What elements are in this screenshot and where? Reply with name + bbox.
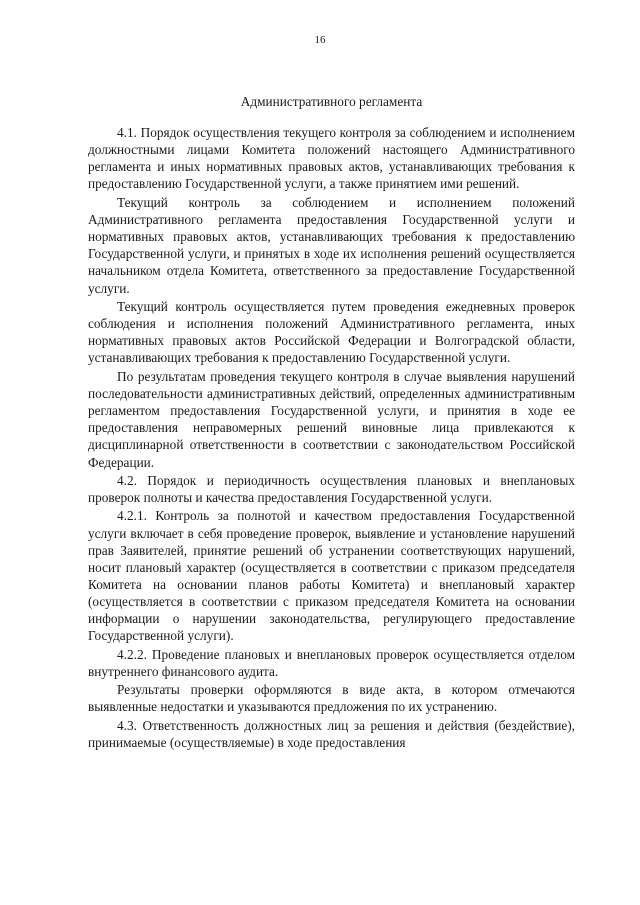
paragraph: 4.2.2. Проведение плановых и внеплановых проверок осуществляется отделом внутреннего финансового аудита.	[88, 646, 575, 679]
body-text	[88, 124, 575, 752]
page-number: 16	[314, 34, 326, 46]
paragraph: Текущий контроль за соблюдением и исполнением положений Административного регламента предоставления Государственной услуги и нормативных правовых актов, устанавливающих требования к предоставлению Государственной услуги, и принятых в ходе их исполнения решений осуществляется начальником отдела Комитета, ответственного за предоставление Государственной услуги.	[88, 194, 575, 296]
paragraph: 4.2.1. Контроль за полнотой и качеством предоставления Государственной услуги включает в себя проведение проверок, выявление и установление нарушений прав Заявителей, принятие решений об устранении соответствующих нарушений, носит плановый характер (осуществляется в соответствии с приказом председателя Комитета на основании планов работы Комитета) и внеплановый характер (осуществляется в соответствии с приказом председателя Комитета на основании информации о нарушении законодательства, регулирующего предоставление Государственной услуги).	[88, 508, 575, 644]
paragraph: Результаты проверки оформляются в виде акта, в котором отмечаются выявленные недостатки и указываются предложения по их устранению.	[88, 682, 575, 715]
paragraph: 4.2. Порядок и периодичность осуществления плановых и внеплановых проверок полноты и качества предоставления Государственной услуги.	[88, 472, 575, 506]
paragraph: 4.1. Порядок осуществления текущего контроля за соблюдением и исполнением должностными лицами Комитета положений настоящего Административного регламента и иных нормативных правовых актов, устанавливающих требования к предоставлению Государственной услуги, а также принятием ими решений.	[88, 125, 575, 192]
paragraph: Текущий контроль осуществляется путем проведения ежедневных проверок соблюдения и исполнения положений Административного регламента, иных нормативных правовых актов Российской Федерации и Волгоградской области, устанавливающих требования к предоставлению Государственной услуги.	[88, 298, 575, 366]
paragraph: 4.3. Ответственность должностных лиц за решения и действия (бездействие), принимаемые (осуществляемые) в ходе предоставления	[88, 717, 575, 750]
section-heading: Административного регламента	[240, 94, 423, 109]
paragraph: По результатам проведения текущего контроля в случае выявления нарушений последовательности административных действий, определенных административным регламентом предоставления Государственной услуги, и принятия в ходе ее предоставления неправомерных решений виновные лица привлекаются к дисциплинарной ответственности в соответствии с законодательством Российской Федерации.	[88, 368, 575, 470]
